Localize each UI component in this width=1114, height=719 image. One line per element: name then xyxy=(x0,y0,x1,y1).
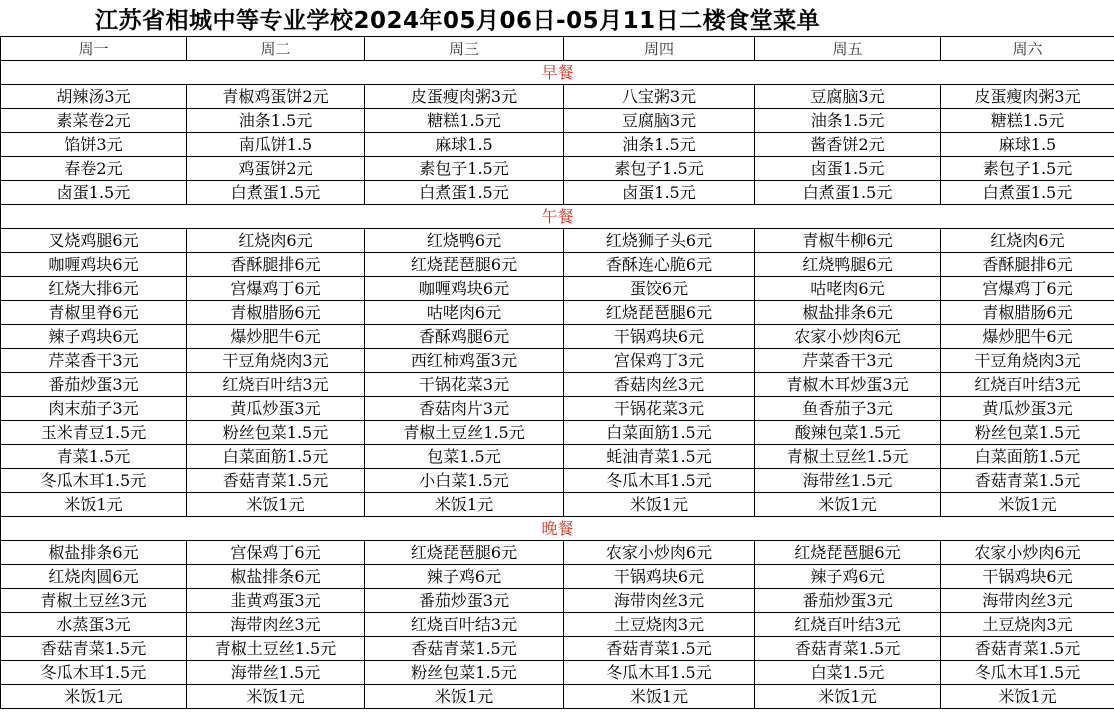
menu-item-cell: 红烧肉圆6元 xyxy=(1,565,187,589)
menu-item-cell: 素包子1.5元 xyxy=(941,157,1114,181)
menu-item-cell: 黄瓜炒蛋3元 xyxy=(941,397,1114,421)
menu-item-cell: 白煮蛋1.5元 xyxy=(365,181,564,205)
menu-item-cell: 春卷2元 xyxy=(1,157,187,181)
weekday-header-cell: 周四 xyxy=(564,37,755,61)
menu-item-cell: 玉米青豆1.5元 xyxy=(1,421,187,445)
menu-row xyxy=(1,541,1114,565)
menu-item-cell: 红烧琵琶腿6元 xyxy=(365,541,564,565)
menu-item-cell: 油条1.5元 xyxy=(755,109,941,133)
menu-item-cell: 青椒腊肠6元 xyxy=(187,301,365,325)
menu-item-cell: 油条1.5元 xyxy=(187,109,365,133)
menu-item-cell: 米饭1元 xyxy=(755,493,941,517)
menu-row xyxy=(1,565,1114,589)
menu-item-cell: 麻球1.5 xyxy=(365,133,564,157)
menu-row xyxy=(1,277,1114,301)
menu-item-cell: 卤蛋1.5元 xyxy=(564,181,755,205)
menu-item-cell: 红烧百叶结3元 xyxy=(755,613,941,637)
menu-item-cell: 海带丝1.5元 xyxy=(755,469,941,493)
menu-item-cell: 米饭1元 xyxy=(187,685,365,709)
menu-item-cell: 冬瓜木耳1.5元 xyxy=(941,661,1114,685)
menu-item-cell: 干锅花菜3元 xyxy=(365,373,564,397)
menu-item-cell: 香菇青菜1.5元 xyxy=(365,637,564,661)
weekday-header-cell: 周三 xyxy=(365,37,564,61)
menu-item-cell: 红烧百叶结3元 xyxy=(187,373,365,397)
menu-item-cell: 白菜面筋1.5元 xyxy=(564,421,755,445)
menu-item-cell: 青菜1.5元 xyxy=(1,445,187,469)
menu-item-cell: 咕咾肉6元 xyxy=(755,277,941,301)
menu-item-cell: 爆炒肥牛6元 xyxy=(187,325,365,349)
menu-item-cell: 素菜卷2元 xyxy=(1,109,187,133)
menu-row xyxy=(1,445,1114,469)
menu-item-cell: 宫保鸡丁3元 xyxy=(564,349,755,373)
menu-item-cell: 水蒸蛋3元 xyxy=(1,613,187,637)
menu-item-cell: 红烧肉6元 xyxy=(941,229,1114,253)
menu-item-cell: 素包子1.5元 xyxy=(564,157,755,181)
menu-item-cell: 香菇青菜1.5元 xyxy=(755,637,941,661)
menu-item-cell: 白煮蛋1.5元 xyxy=(187,181,365,205)
menu-item-cell: 香菇青菜1.5元 xyxy=(564,637,755,661)
menu-row xyxy=(1,109,1114,133)
menu-item-cell: 红烧百叶结3元 xyxy=(941,373,1114,397)
menu-item-cell: 米饭1元 xyxy=(365,493,564,517)
menu-item-cell: 青椒土豆丝1.5元 xyxy=(187,637,365,661)
weekday-header-cell: 周六 xyxy=(941,37,1114,61)
menu-item-cell: 干豆角烧肉3元 xyxy=(187,349,365,373)
menu-item-cell: 南瓜饼1.5 xyxy=(187,133,365,157)
menu-item-cell: 红烧琵琶腿6元 xyxy=(564,301,755,325)
menu-item-cell: 米饭1元 xyxy=(941,685,1114,709)
menu-item-cell: 农家小炒肉6元 xyxy=(564,541,755,565)
menu-item-cell: 小白菜1.5元 xyxy=(365,469,564,493)
menu-item-cell: 干锅鸡块6元 xyxy=(564,325,755,349)
weekday-header-row xyxy=(1,37,1114,61)
menu-item-cell: 芹菜香干3元 xyxy=(755,349,941,373)
menu-item-cell: 香菇青菜1.5元 xyxy=(1,637,187,661)
menu-item-cell: 白煮蛋1.5元 xyxy=(755,181,941,205)
weekday-header-cell: 周一 xyxy=(1,37,187,61)
menu-item-cell: 鸡蛋饼2元 xyxy=(187,157,365,181)
menu-item-cell: 糖糕1.5元 xyxy=(365,109,564,133)
menu-item-cell: 香酥鸡腿6元 xyxy=(365,325,564,349)
menu-item-cell: 油条1.5元 xyxy=(564,133,755,157)
menu-item-cell: 海带肉丝3元 xyxy=(941,589,1114,613)
menu-item-cell: 椒盐排条6元 xyxy=(755,301,941,325)
menu-item-cell: 青椒鸡蛋饼2元 xyxy=(187,85,365,109)
menu-item-cell: 海带丝1.5元 xyxy=(187,661,365,685)
menu-row xyxy=(1,493,1114,517)
menu-item-cell: 皮蛋瘦肉粥3元 xyxy=(365,85,564,109)
menu-item-cell: 卤蛋1.5元 xyxy=(1,181,187,205)
menu-item-cell: 咕咾肉6元 xyxy=(365,301,564,325)
menu-item-cell: 红烧鸭腿6元 xyxy=(755,253,941,277)
menu-item-cell: 米饭1元 xyxy=(365,685,564,709)
menu-item-cell: 豆腐脑3元 xyxy=(755,85,941,109)
menu-item-cell: 番茄炒蛋3元 xyxy=(365,589,564,613)
menu-item-cell: 黄瓜炒蛋3元 xyxy=(187,397,365,421)
menu-row xyxy=(1,229,1114,253)
menu-item-cell: 冬瓜木耳1.5元 xyxy=(564,661,755,685)
menu-item-cell: 麻球1.5 xyxy=(941,133,1114,157)
menu-item-cell: 咖喱鸡块6元 xyxy=(365,277,564,301)
menu-row xyxy=(1,637,1114,661)
menu-item-cell: 冬瓜木耳1.5元 xyxy=(564,469,755,493)
menu-item-cell: 胡辣汤3元 xyxy=(1,85,187,109)
menu-item-cell: 青椒牛柳6元 xyxy=(755,229,941,253)
menu-item-cell: 白菜面筋1.5元 xyxy=(187,445,365,469)
menu-row xyxy=(1,685,1114,709)
menu-item-cell: 叉烧鸡腿6元 xyxy=(1,229,187,253)
menu-item-cell: 辣子鸡6元 xyxy=(755,565,941,589)
weekday-header-cell: 周二 xyxy=(187,37,365,61)
menu-item-cell: 米饭1元 xyxy=(1,685,187,709)
menu-row xyxy=(1,421,1114,445)
menu-item-cell: 爆炒肥牛6元 xyxy=(941,325,1114,349)
menu-item-cell: 红烧大排6元 xyxy=(1,277,187,301)
menu-row xyxy=(1,301,1114,325)
menu-item-cell: 红烧鸭6元 xyxy=(365,229,564,253)
menu-item-cell: 干锅鸡块6元 xyxy=(941,565,1114,589)
menu-row xyxy=(1,133,1114,157)
menu-item-cell: 干锅花菜3元 xyxy=(564,397,755,421)
menu-item-cell: 卤蛋1.5元 xyxy=(755,157,941,181)
meal-section-row xyxy=(1,517,1114,541)
menu-item-cell: 素包子1.5元 xyxy=(365,157,564,181)
menu-item-cell: 米饭1元 xyxy=(564,493,755,517)
meal-section-row xyxy=(1,61,1114,85)
menu-row xyxy=(1,661,1114,685)
menu-item-cell: 青椒腊肠6元 xyxy=(941,301,1114,325)
menu-item-cell: 青椒土豆丝3元 xyxy=(1,589,187,613)
menu-item-cell: 香菇青菜1.5元 xyxy=(941,637,1114,661)
meal-section-label: 早餐 xyxy=(1,61,1114,85)
menu-item-cell: 米饭1元 xyxy=(1,493,187,517)
menu-table-body xyxy=(1,37,1114,709)
menu-item-cell: 粉丝包菜1.5元 xyxy=(187,421,365,445)
menu-item-cell: 干豆角烧肉3元 xyxy=(941,349,1114,373)
menu-row xyxy=(1,85,1114,109)
menu-row xyxy=(1,181,1114,205)
menu-item-cell: 土豆烧肉3元 xyxy=(941,613,1114,637)
menu-item-cell: 粉丝包菜1.5元 xyxy=(941,421,1114,445)
menu-item-cell: 香酥连心脆6元 xyxy=(564,253,755,277)
menu-row xyxy=(1,253,1114,277)
menu-item-cell: 辣子鸡块6元 xyxy=(1,325,187,349)
menu-item-cell: 椒盐排条6元 xyxy=(187,565,365,589)
menu-item-cell: 农家小炒肉6元 xyxy=(755,325,941,349)
menu-item-cell: 米饭1元 xyxy=(755,685,941,709)
menu-item-cell: 海带肉丝3元 xyxy=(564,589,755,613)
menu-item-cell: 蚝油青菜1.5元 xyxy=(564,445,755,469)
menu-item-cell: 土豆烧肉3元 xyxy=(564,613,755,637)
menu-item-cell: 椒盐排条6元 xyxy=(1,541,187,565)
menu-item-cell: 番茄炒蛋3元 xyxy=(755,589,941,613)
menu-item-cell: 白菜面筋1.5元 xyxy=(941,445,1114,469)
menu-table xyxy=(0,36,1114,709)
menu-item-cell: 干锅鸡块6元 xyxy=(564,565,755,589)
menu-row xyxy=(1,157,1114,181)
menu-item-cell: 米饭1元 xyxy=(187,493,365,517)
menu-item-cell: 香酥腿排6元 xyxy=(187,253,365,277)
meal-section-label: 晚餐 xyxy=(1,517,1114,541)
menu-item-cell: 青椒木耳炒蛋3元 xyxy=(755,373,941,397)
menu-item-cell: 米饭1元 xyxy=(941,493,1114,517)
menu-item-cell: 宫爆鸡丁6元 xyxy=(941,277,1114,301)
menu-item-cell: 红烧狮子头6元 xyxy=(564,229,755,253)
menu-item-cell: 香酥腿排6元 xyxy=(941,253,1114,277)
menu-row xyxy=(1,469,1114,493)
menu-item-cell: 红烧琵琶腿6元 xyxy=(365,253,564,277)
menu-item-cell: 蛋饺6元 xyxy=(564,277,755,301)
menu-item-cell: 咖喱鸡块6元 xyxy=(1,253,187,277)
meal-section-label: 午餐 xyxy=(1,205,1114,229)
meal-section-row xyxy=(1,205,1114,229)
menu-item-cell: 白菜1.5元 xyxy=(755,661,941,685)
menu-title: 江苏省相城中等专业学校2024年05月06日-05月11日二楼食堂菜单 xyxy=(95,7,821,34)
menu-item-cell: 农家小炒肉6元 xyxy=(941,541,1114,565)
menu-item-cell: 八宝粥3元 xyxy=(564,85,755,109)
menu-item-cell: 辣子鸡6元 xyxy=(365,565,564,589)
menu-item-cell: 冬瓜木耳1.5元 xyxy=(1,469,187,493)
menu-item-cell: 肉末茄子3元 xyxy=(1,397,187,421)
menu-item-cell: 豆腐脑3元 xyxy=(564,109,755,133)
menu-item-cell: 香菇肉丝3元 xyxy=(564,373,755,397)
menu-row xyxy=(1,613,1114,637)
menu-item-cell: 青椒里脊6元 xyxy=(1,301,187,325)
menu-item-cell: 海带肉丝3元 xyxy=(187,613,365,637)
menu-item-cell: 香菇青菜1.5元 xyxy=(941,469,1114,493)
menu-item-cell: 香菇青菜1.5元 xyxy=(187,469,365,493)
menu-item-cell: 糖糕1.5元 xyxy=(941,109,1114,133)
menu-item-cell: 西红柿鸡蛋3元 xyxy=(365,349,564,373)
menu-item-cell: 酱香饼2元 xyxy=(755,133,941,157)
menu-item-cell: 红烧肉6元 xyxy=(187,229,365,253)
menu-row xyxy=(1,325,1114,349)
menu-item-cell: 冬瓜木耳1.5元 xyxy=(1,661,187,685)
menu-item-cell: 韭黄鸡蛋3元 xyxy=(187,589,365,613)
menu-item-cell: 鱼香茄子3元 xyxy=(755,397,941,421)
menu-item-cell: 宫爆鸡丁6元 xyxy=(187,277,365,301)
menu-item-cell: 米饭1元 xyxy=(564,685,755,709)
menu-item-cell: 白煮蛋1.5元 xyxy=(941,181,1114,205)
weekday-header-cell: 周五 xyxy=(755,37,941,61)
menu-item-cell: 宫保鸡丁6元 xyxy=(187,541,365,565)
menu-item-cell: 包菜1.5元 xyxy=(365,445,564,469)
menu-item-cell: 粉丝包菜1.5元 xyxy=(365,661,564,685)
menu-row xyxy=(1,373,1114,397)
menu-item-cell: 香菇肉片3元 xyxy=(365,397,564,421)
menu-item-cell: 青椒土豆丝1.5元 xyxy=(755,445,941,469)
menu-item-cell: 番茄炒蛋3元 xyxy=(1,373,187,397)
menu-item-cell: 馅饼3元 xyxy=(1,133,187,157)
menu-item-cell: 青椒土豆丝1.5元 xyxy=(365,421,564,445)
menu-item-cell: 红烧百叶结3元 xyxy=(365,613,564,637)
menu-row xyxy=(1,589,1114,613)
menu-item-cell: 红烧琵琶腿6元 xyxy=(755,541,941,565)
menu-item-cell: 皮蛋瘦肉粥3元 xyxy=(941,85,1114,109)
menu-row xyxy=(1,397,1114,421)
menu-row xyxy=(1,349,1114,373)
menu-item-cell: 芹菜香干3元 xyxy=(1,349,187,373)
menu-item-cell: 酸辣包菜1.5元 xyxy=(755,421,941,445)
